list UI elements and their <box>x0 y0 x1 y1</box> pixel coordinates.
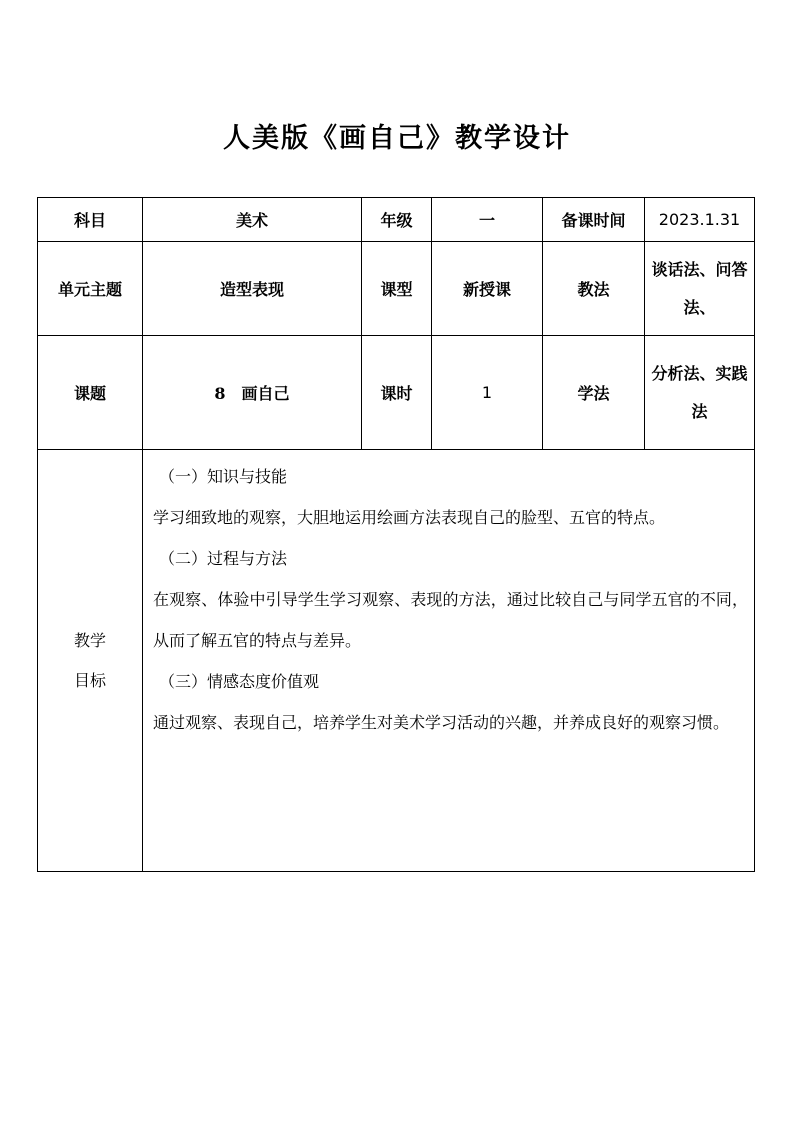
grade-value: 一 <box>432 198 543 242</box>
unit-label: 单元主题 <box>38 242 143 336</box>
objective-text-process: 在观察、体验中引导学生学习观察、表现的方法，通过比较自己与同学五官的不同，从而了解五官的特点与差异。 <box>153 590 748 650</box>
topic-label: 课题 <box>38 336 143 450</box>
document-title: 人美版《画自己》教学设计 <box>223 123 571 154</box>
subject-value: 美术 <box>143 198 362 242</box>
objectives-label-line2: 目标 <box>73 670 106 690</box>
objectives-label <box>38 450 143 872</box>
grade-label: 年级 <box>362 198 432 242</box>
table-row <box>38 198 755 242</box>
topic-value: 8 画自己 <box>143 336 362 450</box>
table-row <box>38 242 755 336</box>
subject-label: 科目 <box>38 198 143 242</box>
objective-heading-knowledge: （一）知识与技能 <box>159 467 288 486</box>
objectives-label-line1: 教学 <box>73 630 106 650</box>
teach-method-value: 谈话法、问答法、 <box>645 242 755 336</box>
unit-value: 造型表现 <box>143 242 362 336</box>
hours-value: 1 <box>432 336 543 450</box>
hours-label: 课时 <box>362 336 432 450</box>
table-row <box>38 336 755 450</box>
type-label: 课型 <box>362 242 432 336</box>
type-value: 新授课 <box>432 242 543 336</box>
learn-method-value: 分析法、实践法 <box>645 336 755 450</box>
teach-method-label: 教法 <box>543 242 645 336</box>
prep-time-value: 2023.1.31 <box>645 198 755 242</box>
objective-heading-attitude: （三）情感态度价值观 <box>159 672 320 691</box>
lesson-plan-table <box>37 197 755 872</box>
learn-method-label: 学法 <box>543 336 645 450</box>
prep-time-label: 备课时间 <box>543 198 645 242</box>
objectives-content <box>143 450 755 872</box>
objective-text-attitude: 通过观察、表现自己，培养学生对美术学习活动的兴趣，并养成良好的观察习惯。 <box>153 713 730 732</box>
table-row <box>38 450 755 872</box>
objective-text-knowledge: 学习细致地的观察，大胆地运用绘画方法表现自己的脸型、五官的特点。 <box>153 508 666 527</box>
objective-heading-process: （二）过程与方法 <box>159 549 288 568</box>
